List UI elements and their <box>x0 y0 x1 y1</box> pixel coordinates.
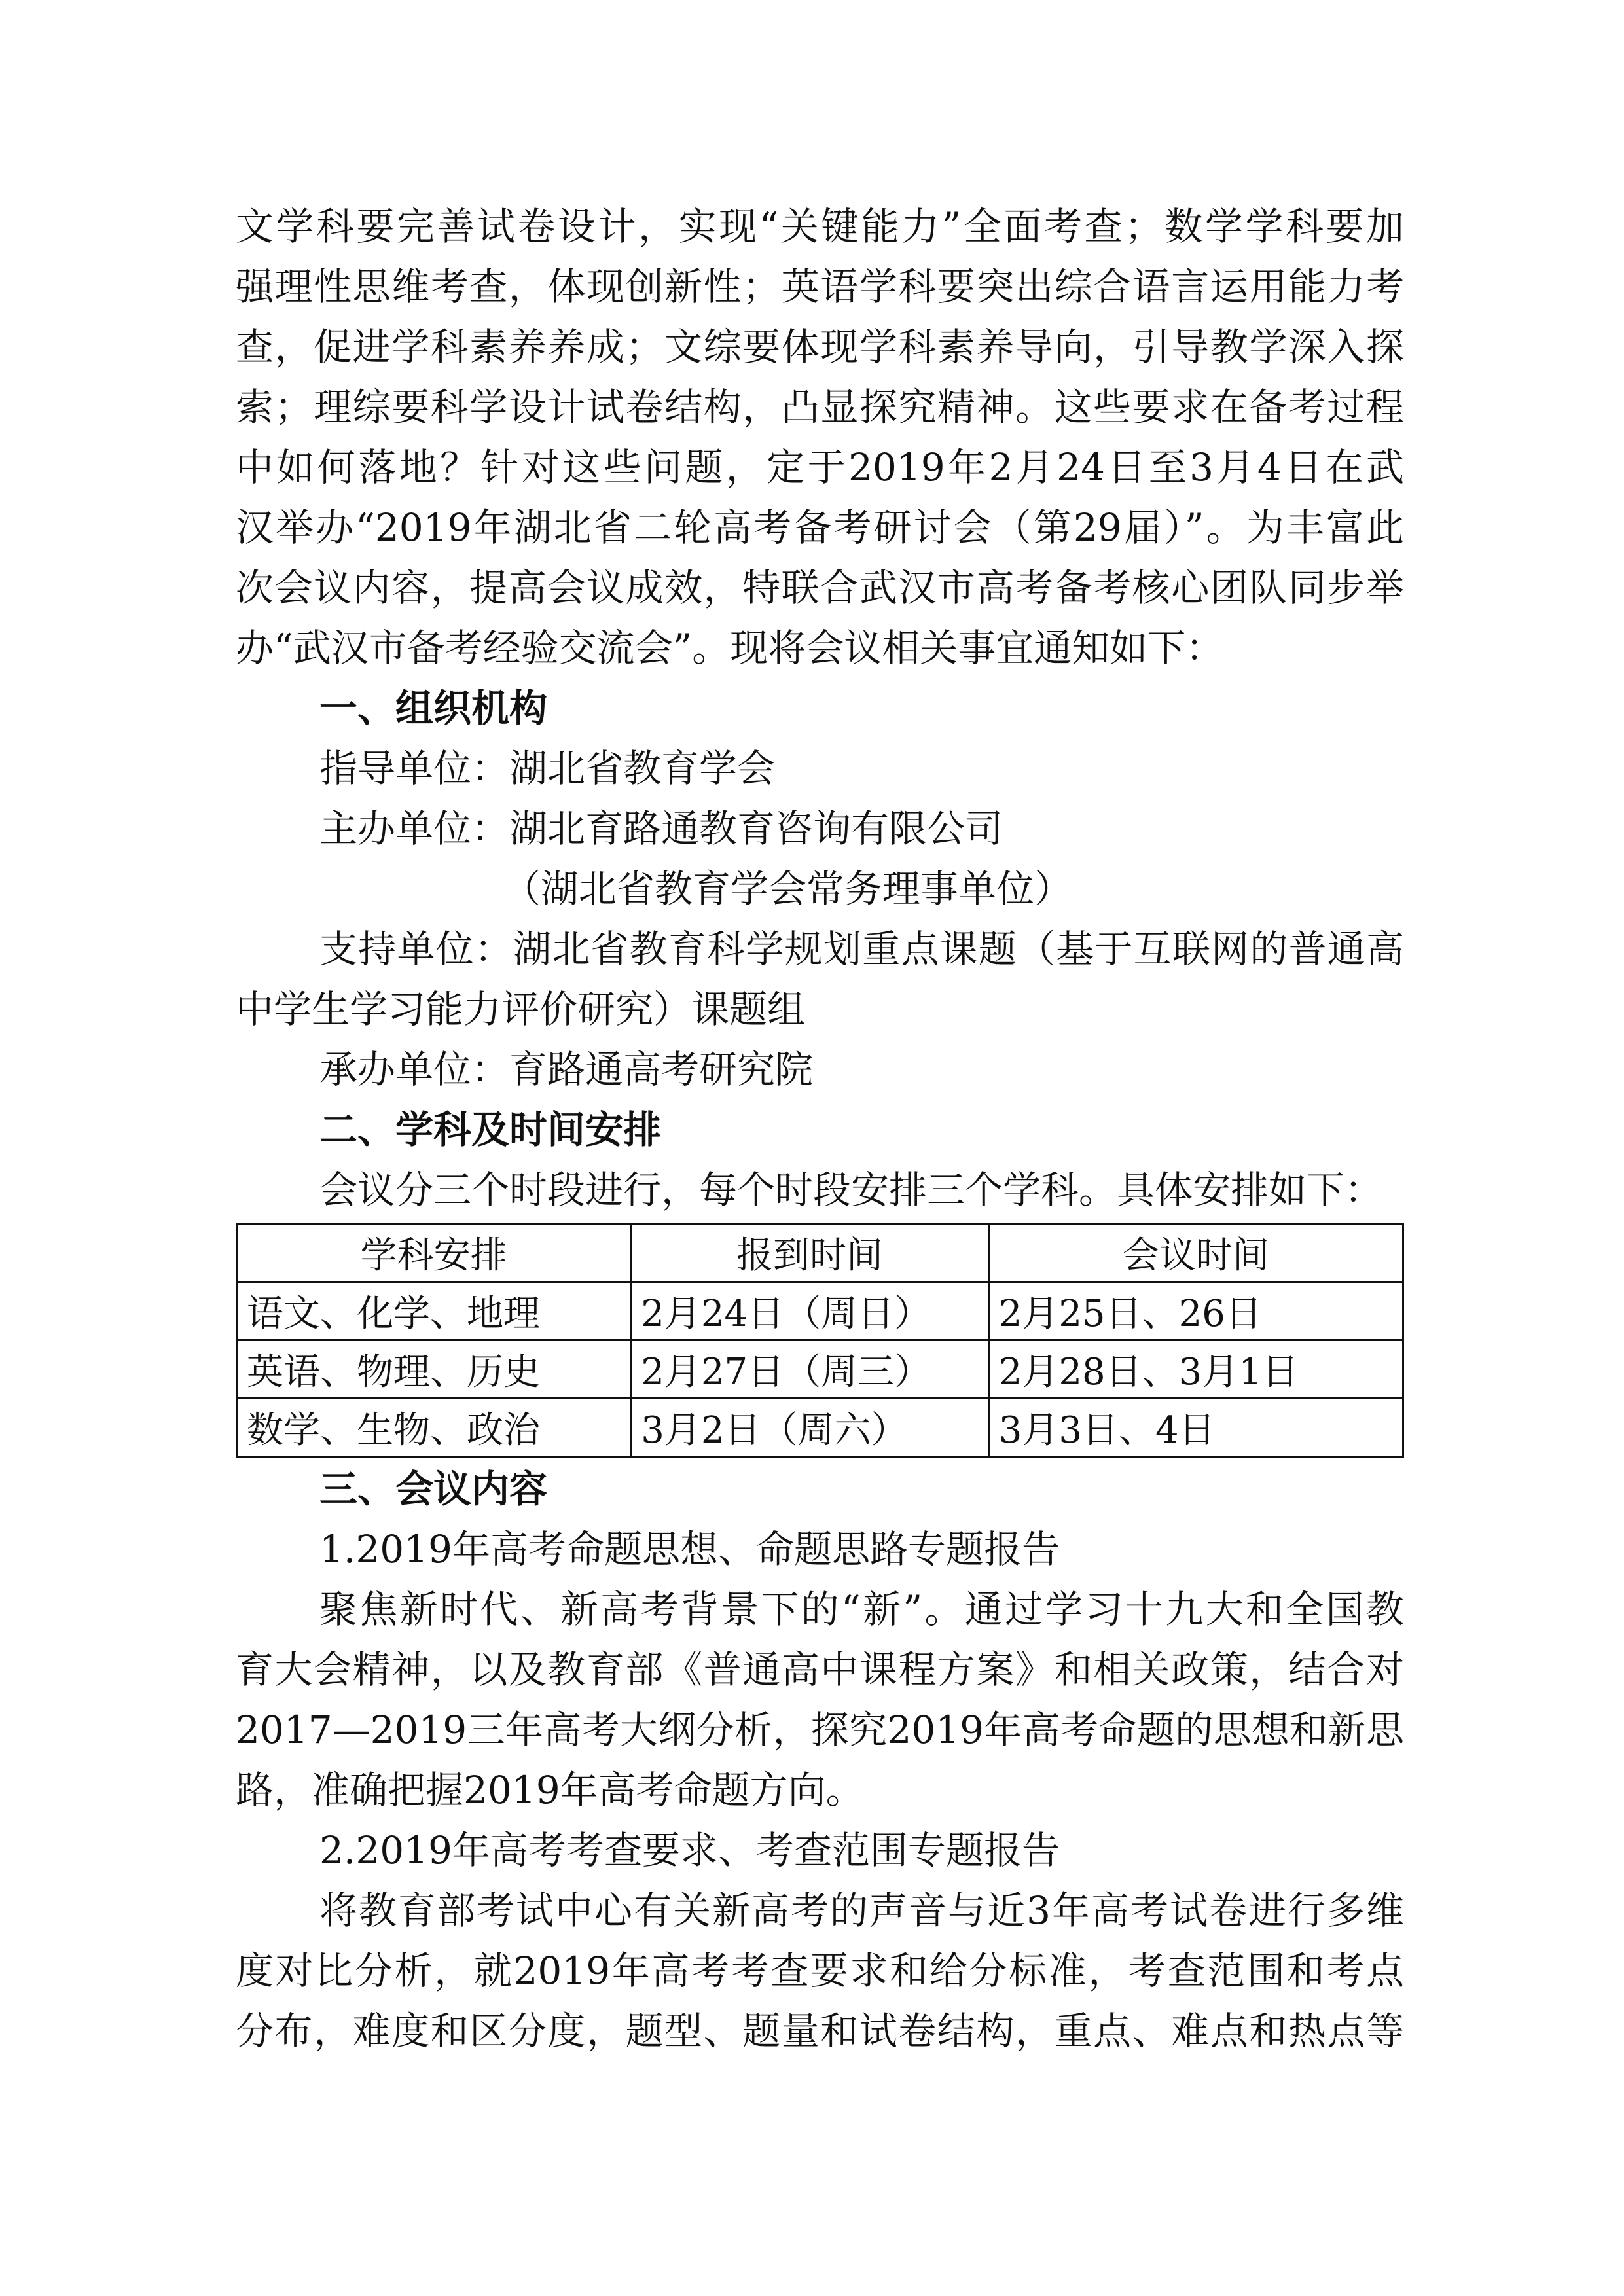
intro-line: 汉举办“2019年湖北省二轮高考备考研讨会（第29届）”。为丰富此 <box>236 505 1404 550</box>
intro-line: 办“武汉市备考经验交流会”。现将会议相关事宜通知如下： <box>236 626 1224 670</box>
section-heading-organization: 一、组织机构 <box>319 686 548 730</box>
intro-line: 文学科要完善试卷设计，实现“关键能力”全面考查；数学学科要加 <box>236 204 1404 249</box>
intro-line: 强理性思维考查，体现创新性；英语学科要突出综合语言运用能力考 <box>236 264 1404 309</box>
body-line: 路，准确把握2019年高考命题方向。 <box>236 1768 864 1812</box>
table-header-subjects: 学科安排 <box>237 1224 631 1282</box>
table-cell-meeting: 2月28日、3月1日 <box>988 1340 1403 1399</box>
table-row <box>237 1399 1403 1457</box>
table-cell-checkin: 3月2日（周六） <box>631 1399 988 1457</box>
section-heading-content: 三、会议内容 <box>319 1467 548 1511</box>
schedule-intro: 会议分三个时段进行，每个时段安排三个学科。具体安排如下： <box>319 1168 1383 1212</box>
body-line: 度对比分析，就2019年高考考查要求和给分标准，考查范围和考点 <box>236 1948 1404 1993</box>
intro-line: 中如何落地？针对这些问题，定于2019年2月24日至3月4日在武 <box>236 445 1404 490</box>
intro-line: 索；理综要科学设计试卷结构，凸显探究精神。这些要求在备考过程 <box>236 385 1404 429</box>
intro-line: 次会议内容，提高会议成效，特联合武汉市高考备考核心团队同步举 <box>236 565 1404 610</box>
table-cell-subjects: 英语、物理、历史 <box>237 1340 631 1399</box>
intro-paragraph <box>236 196 1404 678</box>
table-row <box>237 1282 1403 1340</box>
host-unit-note: （湖北省教育学会常务理事单位） <box>503 867 1073 911</box>
content-item-2-body <box>236 1880 1404 2061</box>
section-heading-schedule: 二、学科及时间安排 <box>319 1107 662 1152</box>
body-line: 聚焦新时代、新高考背景下的“新”。通过学习十九大和全国教 <box>319 1587 1404 1632</box>
host-unit: 主办单位：湖北育路通教育咨询有限公司 <box>319 806 1003 851</box>
table-row <box>237 1340 1403 1399</box>
body-line: 育大会精神，以及教育部《普通高中课程方案》和相关政策，结合对 <box>236 1647 1404 1692</box>
support-unit-line-2: 中学生学习能力评价研究）课题组 <box>236 987 806 1031</box>
document-page <box>236 196 1404 2061</box>
table-cell-meeting: 3月3日、4日 <box>988 1399 1403 1457</box>
intro-line: 查，促进学科素养养成；文综要体现学科素养导向，引导教学深入探 <box>236 325 1404 369</box>
table-cell-meeting: 2月25日、26日 <box>988 1282 1403 1340</box>
schedule-table <box>236 1223 1404 1458</box>
content-item-2-title: 2.2019年高考考查要求、考查范围专题报告 <box>319 1828 1060 1873</box>
organizer-unit: 承办单位：育路通高考研究院 <box>319 1047 814 1092</box>
support-unit-line-1: 支持单位：湖北省教育科学规划重点课题（基于互联网的普通高 <box>319 927 1404 971</box>
table-header-checkin: 报到时间 <box>631 1224 988 1282</box>
body-line: 分布，难度和区分度，题型、题量和试卷结构，重点、难点和热点等 <box>236 2009 1404 2053</box>
content-item-1-title: 1.2019年高考命题思想、命题思路专题报告 <box>319 1527 1060 1571</box>
table-cell-subjects: 数学、生物、政治 <box>237 1399 631 1457</box>
table-cell-checkin: 2月27日（周三） <box>631 1340 988 1399</box>
table-cell-subjects: 语文、化学、地理 <box>237 1282 631 1340</box>
table-header-meeting: 会议时间 <box>988 1224 1403 1282</box>
content-item-1-body <box>236 1579 1404 1820</box>
guide-unit: 指导单位：湖北省教育学会 <box>319 746 776 791</box>
table-cell-checkin: 2月24日（周日） <box>631 1282 988 1340</box>
body-line: 将教育部考试中心有关新高考的声音与近3年高考试卷进行多维 <box>319 1888 1404 1933</box>
body-line: 2017—2019三年高考大纲分析，探究2019年高考命题的思想和新思 <box>236 1708 1404 1752</box>
table-header-row <box>237 1224 1403 1282</box>
